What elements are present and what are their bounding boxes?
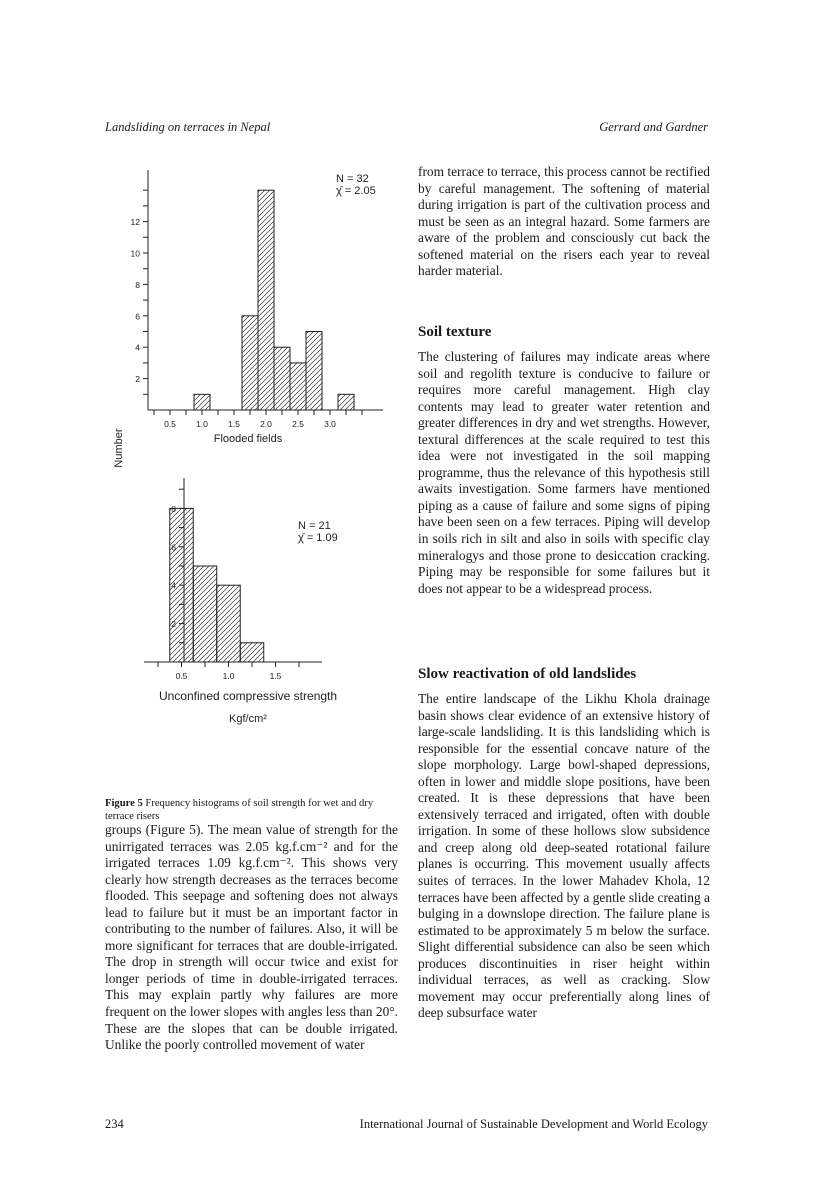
section-heading: Slow reactivation of old landslides [418, 666, 637, 682]
chart-statistic: χ̄ = 1.09 [298, 532, 338, 544]
section-heading: Soil texture [418, 324, 492, 340]
x-tick-label: 3.0 [324, 419, 336, 429]
x-tick-label: 1.0 [222, 671, 235, 681]
x-axis-label-line1: Unconfined compressive strength [158, 689, 338, 703]
histogram-bar [217, 585, 241, 662]
x-axis-label-line2: Kgf/cm² [229, 713, 267, 725]
histogram-bar [274, 347, 290, 410]
histogram-bar [193, 566, 217, 662]
chart-statistic: N = 21 [298, 520, 331, 532]
x-tick-label: 2.0 [260, 419, 272, 429]
right-column-intro [418, 164, 710, 280]
histogram-bar [338, 394, 354, 410]
figure-caption [105, 797, 395, 823]
x-tick-label: 0.5 [164, 419, 176, 429]
histogram-bar [306, 332, 322, 411]
paragraph: The clustering of failures may indicate areas where soil and regolith texture is conducive to failure or requires more careful management. High clay contents may lead to greater water retention and greater differences in dry and wet strengths. However, textural differences at the scale required to test this idea were not investigated in the soil mapping programme, thus the relevance of this hypothesis still awaits investigation. Some farmers have mentioned piping as a cause of failure and some signs of piping have been seen on a few terraces. Piping will develop in soils rich in silt and also in soils with specific clay mineralogys and those prone to desiccation cracking. Piping may be responsible for some failures but it does not appear to be a widespread process. [418, 349, 710, 596]
x-tick-label: 1.5 [269, 671, 282, 681]
y-tick-label: 10 [130, 248, 140, 259]
histogram-dry-fields [144, 478, 338, 681]
histogram-bar [290, 363, 306, 410]
y-tick-label: 6 [135, 311, 140, 322]
histogram-bar [258, 190, 274, 410]
histogram-bar [194, 394, 210, 410]
page-number: 234 [105, 1117, 124, 1131]
running-header-authors: Gerrard and Gardner [599, 120, 708, 134]
y-tick-label: 4 [171, 580, 176, 591]
paragraph: The entire landscape of the Likhu Khola drainage basin shows clear evidence of an extensive history of large-scale landsliding. It is this landsliding which is responsible for the essential concave nature of the slope morphology. Large bowl-shaped depressions, often in lower and middle slope positions, have been created. It is these depressions that have been extensively terraced and irrigated, often with double irrigation. In some of these hollows slow subsidence and creep along old deep-seated rotational failure planes is occurring. This movement usually affects suites of terraces. In the lower Mahadev Khola, 12 terraces have been affected by a gentle slide creating a bulging in a downslope direction. The failure plane is estimated to be approximately 5 m below the surface. Slight differential subsidence can also be seen which produces discontinuities in riser height within individual terraces, as well as cracking. Slow movement may occur preferentially along lines of deep subsurface water [418, 691, 710, 1021]
histogram-bar [240, 643, 264, 662]
chart-statistic: N = 32 [336, 173, 369, 185]
journal-name: International Journal of Sustainable Development and World Ecology [359, 1117, 708, 1131]
y-tick-label: 8 [171, 503, 176, 514]
section-slow-reactivation [418, 665, 710, 1022]
figure-caption-text: Frequency histograms of soil strength for wet and dry terrace risers [105, 798, 374, 822]
x-tick-label: 1.5 [228, 419, 240, 429]
y-axis-label: Number [113, 428, 125, 468]
x-tick-label: 2.5 [292, 419, 304, 429]
running-header-title: Landsliding on terraces in Nepal [105, 120, 271, 134]
chart-statistic: χ̄ = 2.05 [336, 185, 376, 197]
y-tick-label: 2 [171, 619, 176, 630]
left-column-text [105, 822, 398, 1054]
y-tick-label: 6 [171, 542, 176, 553]
y-tick-label: 8 [135, 279, 140, 290]
paragraph: from terrace to terrace, this process cannot be rectified by careful management. The softening of material during irrigation is part of the cultivation process and must be seen as an integral hazard. Some farmers are aware of the problem and consciously cut back the softened material on the risers each year to reveal harder material. [418, 164, 710, 279]
y-tick-label: 4 [135, 342, 140, 353]
figure-caption-label: Figure 5 [105, 798, 143, 809]
section-soil-texture [418, 323, 710, 597]
x-tick-label: 0.5 [175, 671, 188, 681]
x-tick-label: 1.0 [196, 419, 208, 429]
chart-subtitle: Flooded fields [213, 433, 283, 445]
histogram-flooded-fields [131, 170, 383, 445]
y-tick-label: 2 [135, 374, 140, 385]
paragraph: groups (Figure 5). The mean value of strength for the unirrigated terraces was 2.05 kg.f.cm⁻² and for the irrigated terraces 1.09 kg.f.cm⁻². This shows very clearly how strength decreases as the terraces become flooded. This seepage and softening does not always lead to failure but it must be an important factor in contributing to the number of failures. Also, it will be more significant for terraces that are double-irrigated. The drop in strength will occur twice and exist for longer periods of time in double-irrigated terraces. This may explain partly why failures are more frequent on the lower slopes with angles less than 20°. These are the slopes that can be double irrigated. Unlike the poorly controlled movement of water [105, 822, 398, 1053]
y-tick-label: 12 [130, 217, 140, 228]
histogram-bar [242, 316, 258, 410]
